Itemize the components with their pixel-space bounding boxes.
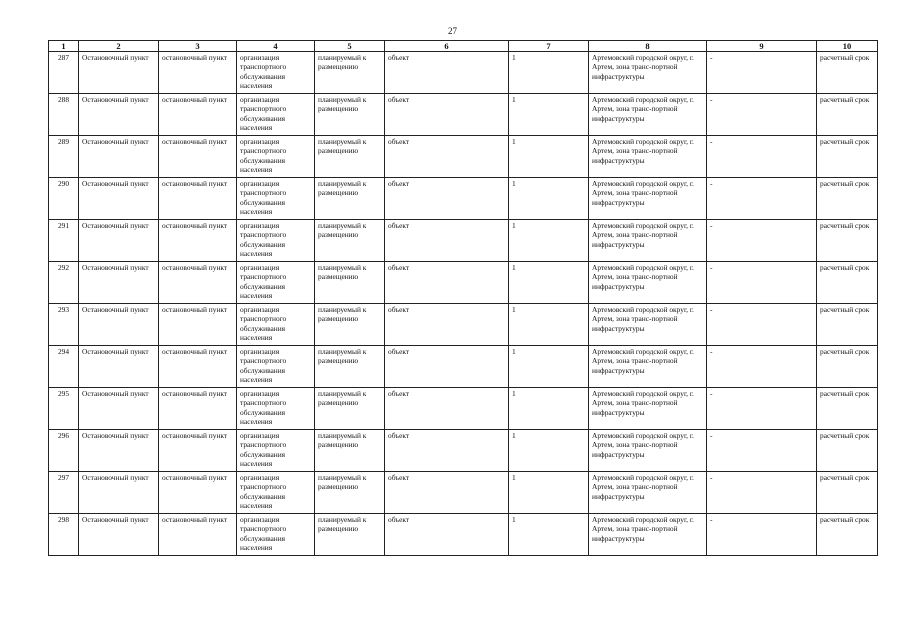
table-cell: 1 [509,94,589,136]
table-cell: расчетный срок [817,514,878,556]
table-cell: Остановочный пункт [79,178,159,220]
table-cell: объект [385,94,509,136]
table-cell: 1 [509,472,589,514]
table-cell: 1 [509,220,589,262]
table-row [49,346,878,388]
table-cell: остановочный пункт [159,178,237,220]
row-number-cell: 297 [49,472,79,514]
table-cell: остановочный пункт [159,220,237,262]
table-cell: объект [385,178,509,220]
table-cell: Артемовский городской округ, г. Артем, зона транс-портной инфраструктуры [589,346,707,388]
table-cell: Остановочный пункт [79,304,159,346]
table-cell: организация транспортного обслуживания населения [237,94,315,136]
table-cell: расчетный срок [817,178,878,220]
row-number-cell: 291 [49,220,79,262]
table-cell: остановочный пункт [159,52,237,94]
column-header: 1 [49,41,79,52]
table-cell: расчетный срок [817,94,878,136]
table-cell: Артемовский городской округ, г. Артем, зона транс-портной инфраструктуры [589,472,707,514]
table-cell: остановочный пункт [159,346,237,388]
table-cell: планируемый к размещению [315,262,385,304]
table-cell: - [707,136,817,178]
table-row [49,514,878,556]
table-cell: планируемый к размещению [315,388,385,430]
table-cell: объект [385,514,509,556]
table-cell: Артемовский городской округ, г. Артем, зона транс-портной инфраструктуры [589,52,707,94]
table-cell: - [707,346,817,388]
row-number-cell: 294 [49,346,79,388]
table-cell: объект [385,262,509,304]
table-cell: планируемый к размещению [315,94,385,136]
table-cell: планируемый к размещению [315,304,385,346]
table-row [49,472,878,514]
table-cell: расчетный срок [817,346,878,388]
table-cell: 1 [509,388,589,430]
table-cell: Артемовский городской округ, г. Артем, зона транс-портной инфраструктуры [589,514,707,556]
table-cell: объект [385,136,509,178]
table-row [49,136,878,178]
table-cell: планируемый к размещению [315,220,385,262]
row-number-cell: 295 [49,388,79,430]
table-cell: организация транспортного обслуживания населения [237,346,315,388]
table-cell: расчетный срок [817,220,878,262]
table-cell: Остановочный пункт [79,514,159,556]
table-cell: - [707,388,817,430]
row-number-cell: 296 [49,430,79,472]
table-cell: 1 [509,178,589,220]
table-cell: Артемовский городской округ, г. Артем, зона транс-портной инфраструктуры [589,136,707,178]
column-header: 7 [509,41,589,52]
table-cell: организация транспортного обслуживания населения [237,52,315,94]
table-cell: остановочный пункт [159,430,237,472]
table-cell: расчетный срок [817,304,878,346]
table-cell: Артемовский городской округ, г. Артем, зона транс-портной инфраструктуры [589,262,707,304]
row-number-cell: 287 [49,52,79,94]
table-cell: Остановочный пункт [79,52,159,94]
column-header: 3 [159,41,237,52]
table-cell: расчетный срок [817,262,878,304]
row-number-cell: 290 [49,178,79,220]
table-cell: объект [385,472,509,514]
table-cell: остановочный пункт [159,388,237,430]
table-cell: Остановочный пункт [79,220,159,262]
table-row [49,262,878,304]
table-cell: 1 [509,136,589,178]
table-cell: Остановочный пункт [79,430,159,472]
table-cell: объект [385,430,509,472]
table-cell: Артемовский городской округ, г. Артем, зона транс-портной инфраструктуры [589,178,707,220]
table-cell: планируемый к размещению [315,346,385,388]
table-cell: организация транспортного обслуживания населения [237,430,315,472]
table-row [49,304,878,346]
table-cell: - [707,220,817,262]
column-header: 2 [79,41,159,52]
table-cell: планируемый к размещению [315,136,385,178]
row-number-cell: 298 [49,514,79,556]
table-row [49,220,878,262]
row-number-cell: 288 [49,94,79,136]
table-body [49,52,878,556]
table-cell: - [707,52,817,94]
table-cell: Остановочный пункт [79,472,159,514]
table-cell: - [707,304,817,346]
table-cell: расчетный срок [817,388,878,430]
table-cell: расчетный срок [817,136,878,178]
table-cell: организация транспортного обслуживания населения [237,220,315,262]
table-row [49,388,878,430]
table-row [49,94,878,136]
table-cell: объект [385,52,509,94]
table-cell: 1 [509,514,589,556]
table-header-row [49,41,878,52]
table-cell: Артемовский городской округ, г. Артем, зона транс-портной инфраструктуры [589,388,707,430]
table-cell: остановочный пункт [159,262,237,304]
table-cell: Остановочный пункт [79,346,159,388]
table-cell: 1 [509,430,589,472]
row-number-cell: 293 [49,304,79,346]
table-cell: организация транспортного обслуживания населения [237,262,315,304]
table-cell: планируемый к размещению [315,52,385,94]
column-header: 10 [817,41,878,52]
row-number-cell: 289 [49,136,79,178]
column-header: 6 [385,41,509,52]
table-cell: Артемовский городской округ, г. Артем, зона транс-портной инфраструктуры [589,220,707,262]
table-cell: объект [385,346,509,388]
table-cell: расчетный срок [817,52,878,94]
table-cell: организация транспортного обслуживания населения [237,136,315,178]
table-cell: - [707,262,817,304]
table-row [49,52,878,94]
table-cell: - [707,94,817,136]
table-cell: планируемый к размещению [315,472,385,514]
table-cell: планируемый к размещению [315,178,385,220]
table-cell: расчетный срок [817,472,878,514]
table-cell: организация транспортного обслуживания населения [237,514,315,556]
table-cell: Остановочный пункт [79,262,159,304]
table-cell: - [707,430,817,472]
table-cell: объект [385,304,509,346]
table-row [49,430,878,472]
table-cell: остановочный пункт [159,304,237,346]
table-cell: - [707,472,817,514]
column-header: 4 [237,41,315,52]
table-cell: 1 [509,304,589,346]
row-number-cell: 292 [49,262,79,304]
table-cell: Остановочный пункт [79,136,159,178]
table-cell: расчетный срок [817,430,878,472]
table-cell: 1 [509,52,589,94]
table-cell: объект [385,388,509,430]
table-cell: организация транспортного обслуживания населения [237,472,315,514]
column-header: 5 [315,41,385,52]
table-row [49,178,878,220]
table-cell: Артемовский городской округ, г. Артем, зона транс-портной инфраструктуры [589,304,707,346]
table-cell: организация транспортного обслуживания населения [237,304,315,346]
table-cell: - [707,514,817,556]
objects-table [48,40,878,556]
column-header: 8 [589,41,707,52]
page-number: 27 [448,26,457,36]
table-cell: организация транспортного обслуживания населения [237,388,315,430]
table-cell: остановочный пункт [159,472,237,514]
table-cell: остановочный пункт [159,136,237,178]
table-cell: планируемый к размещению [315,514,385,556]
table-cell: - [707,178,817,220]
table-cell: 1 [509,346,589,388]
table-cell: объект [385,220,509,262]
column-header: 9 [707,41,817,52]
table-cell: Артемовский городской округ, г. Артем, зона транс-портной инфраструктуры [589,430,707,472]
table-cell: Остановочный пункт [79,388,159,430]
table-cell: организация транспортного обслуживания населения [237,178,315,220]
table-cell: остановочный пункт [159,94,237,136]
table-cell: планируемый к размещению [315,430,385,472]
table-cell: Остановочный пункт [79,94,159,136]
table-cell: 1 [509,262,589,304]
table-cell: остановочный пункт [159,514,237,556]
table-cell: Артемовский городской округ, г. Артем, зона транс-портной инфраструктуры [589,94,707,136]
